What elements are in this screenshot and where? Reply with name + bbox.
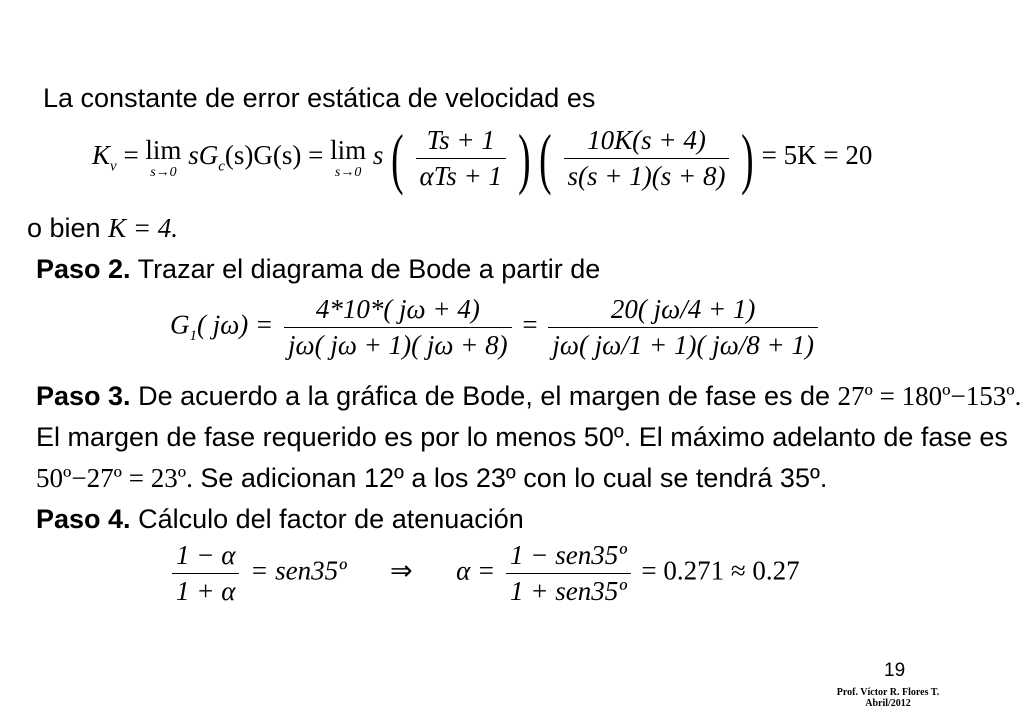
kv-lim-sub-1: s→0 bbox=[150, 164, 177, 180]
g1-lhs-rest: ( jω) = bbox=[197, 309, 274, 340]
implies-symbol: ⇒ bbox=[390, 555, 413, 586]
page-number: 19 bbox=[884, 660, 906, 681]
g1-frac2-num: 20( jω/4 + 1) bbox=[548, 294, 818, 328]
kv-frac1-num: Ts + 1 bbox=[416, 125, 506, 159]
kv-frac1-den: αTs + 1 bbox=[419, 160, 502, 191]
kv-paren-open-2: ( bbox=[539, 120, 552, 196]
kv-eq-sign: = bbox=[123, 140, 139, 171]
g1-lhs: G bbox=[170, 309, 190, 340]
g1-frac1-den: jω( jω + 1)( jω + 8) bbox=[288, 330, 508, 360]
g1-frac1-num: 4*10*( jω + 4) bbox=[284, 294, 512, 328]
alpha-frac-1 bbox=[172, 540, 239, 607]
g1-eq-sign: = bbox=[522, 309, 538, 340]
obien-text: o bien bbox=[27, 213, 109, 243]
kv-result: = 5K = 20 bbox=[761, 140, 873, 171]
g1-frac2-den: jω( jω/1 + 1)( jω/8 + 1) bbox=[552, 330, 814, 360]
kv-paren-open-1: ( bbox=[391, 120, 404, 196]
paso3-label: Paso 3. bbox=[36, 381, 131, 411]
add-text: Se adicionan 12º a los 23º con lo cual se tendrá 35º. bbox=[192, 463, 828, 493]
alpha-frac2-num: 1 − sen35º bbox=[506, 540, 631, 574]
kv-factor-s: s bbox=[372, 140, 384, 171]
intro-text: La constante de error estática de velocidad es bbox=[43, 83, 596, 113]
kv-paren-close-1: ) bbox=[517, 120, 531, 196]
paso3-math: 27º = 180º−153º. bbox=[837, 381, 1021, 411]
kv-lim-sub-2: s→0 bbox=[334, 164, 362, 180]
alpha-eq1: = sen35º bbox=[250, 555, 347, 586]
paso4-text: Cálculo del factor de atenuación bbox=[130, 504, 524, 534]
kv-mid-sub: c bbox=[218, 158, 225, 175]
kv-frac2-num: 10K(s + 4) bbox=[564, 125, 730, 159]
add-line bbox=[36, 462, 827, 494]
paso4-line bbox=[36, 503, 524, 535]
paso3-line bbox=[36, 380, 1021, 412]
paso2-text: Trazar el diagrama de Bode a partir de bbox=[130, 254, 601, 284]
alpha-result: = 0.271 ≈ 0.27 bbox=[641, 555, 800, 586]
kv-lim-word-2: lim bbox=[330, 134, 367, 165]
alpha-frac1-den: 1 + α bbox=[176, 576, 236, 606]
kv-mid-rest: (s)G(s) = bbox=[224, 140, 324, 171]
kv-paren-close-2: ) bbox=[741, 120, 754, 196]
kv-lim-2 bbox=[330, 134, 367, 180]
alpha-frac2-den: 1 + sen35º bbox=[510, 576, 627, 606]
paso4-label: Paso 4. bbox=[36, 504, 131, 534]
obien-math: K = 4. bbox=[108, 213, 179, 243]
paso2-line bbox=[36, 253, 600, 285]
kv-equation bbox=[92, 120, 873, 196]
kv-lim-word-1: lim bbox=[145, 134, 182, 165]
kv-frac-1 bbox=[416, 125, 506, 192]
author-credit bbox=[826, 687, 950, 709]
paso3-text: De acuerdo a la gráfica de Bode, el margen de fase es de bbox=[130, 381, 838, 411]
g1-frac-2 bbox=[548, 294, 818, 361]
kv-mid: sG bbox=[188, 140, 219, 171]
paso2-label: Paso 2. bbox=[36, 254, 131, 284]
obien-line bbox=[27, 212, 178, 244]
credit-line-1: Prof. Víctor R. Flores T. bbox=[836, 687, 940, 698]
alpha-frac-2 bbox=[506, 540, 631, 607]
g1-lhs-sub: 1 bbox=[189, 328, 197, 345]
credit-line-2: Abril/2012 bbox=[865, 698, 911, 709]
g1-equation bbox=[170, 294, 822, 361]
kv-frac-2 bbox=[564, 125, 730, 192]
alpha-label: α = bbox=[456, 555, 496, 586]
g1-frac-1 bbox=[284, 294, 512, 361]
alpha-equation bbox=[168, 540, 800, 607]
margin-line: El margen de fase requerido es por lo menos 50º. El máximo adelanto de fase es bbox=[36, 422, 1008, 452]
kv-lhs: K bbox=[92, 140, 111, 171]
kv-frac2-den: s(s + 1)(s + 8) bbox=[567, 160, 726, 191]
kv-lim-1 bbox=[145, 134, 182, 180]
alpha-frac1-num: 1 − α bbox=[172, 540, 239, 574]
add-math: 50º−27º = 23º. bbox=[36, 463, 193, 493]
kv-lhs-sub: v bbox=[110, 158, 117, 175]
